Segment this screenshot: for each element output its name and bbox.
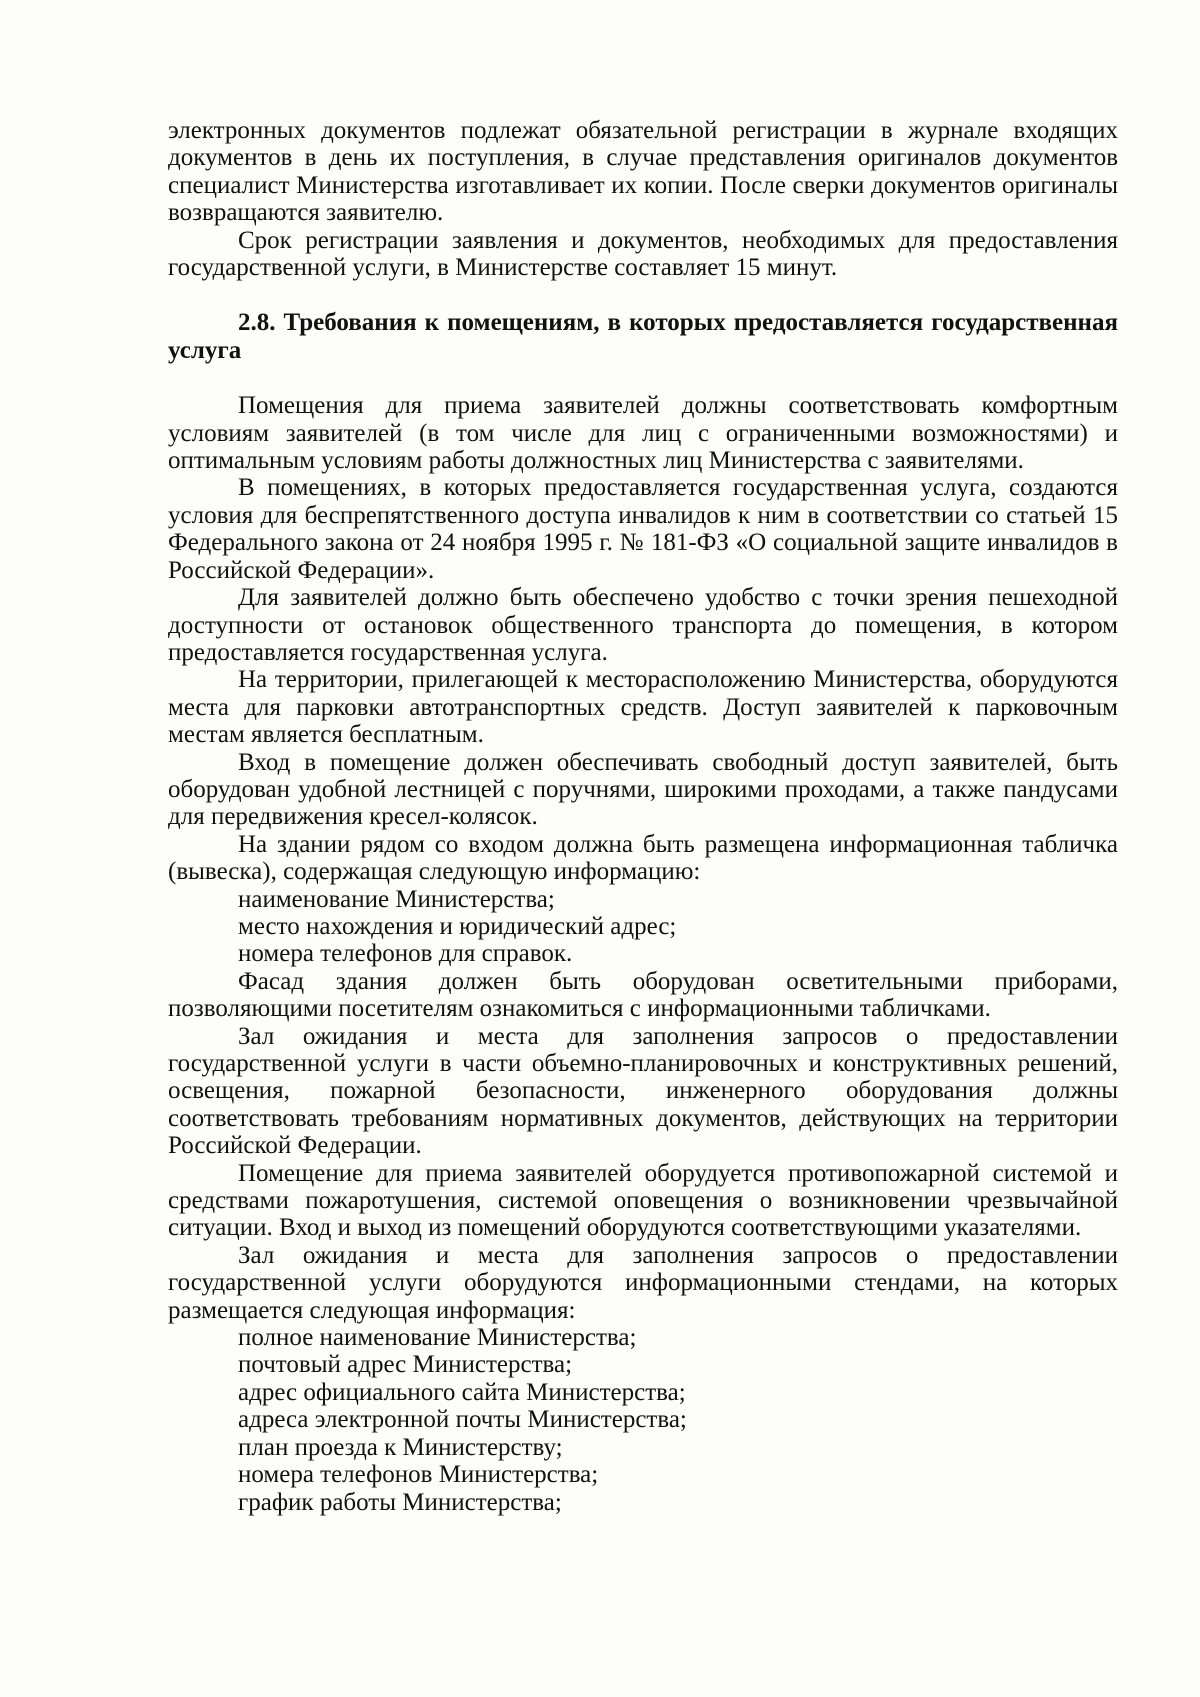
paragraph: Зал ожидания и места для заполнения запросов о предоставлении государственной услуги в части объемно-планировочных и конструктивных решений, освещения, пожарной безопасности, инженерного оборудования должны соответствовать требованиям нормативных документов, действующих на территории Российской Федерации. xyxy=(168,1022,1118,1160)
list-item: почтовый адрес Министерства; xyxy=(238,1351,573,1379)
paragraph: Для заявителей должно быть обеспечено удобство с точки зрения пешеходной доступности от остановок общественного транспорта до помещения, в котором предоставляется государственная услуга. xyxy=(168,584,1118,666)
paragraph: Вход в помещение должен обеспечивать свободный доступ заявителей, быть оборудован удобной лестницей с поручнями, широкими проходами, а также пандусами для передвижения кресел-колясок. xyxy=(168,748,1118,831)
paragraph: Помещение для приема заявителей оборудуется противопожарной системой и средствами пожаротушения, системой оповещения о возникновении чрезвычайной ситуации. Вход и выход из помещений оборудуются соответствующими указателями. xyxy=(168,1159,1118,1242)
list-item: адреса электронной почты Министерства; xyxy=(238,1406,687,1434)
list-item: полное наименование Министерства; xyxy=(238,1324,637,1352)
document-body xyxy=(168,117,1118,1516)
section-heading: 2.8. Требования к помещениям, в которых предоставляется государственная услуга xyxy=(168,309,1118,364)
list-item: наименование Министерства; xyxy=(238,885,555,913)
list-item: номера телефонов Министерства; xyxy=(238,1461,599,1489)
paragraph: В помещениях, в которых предоставляется государственная услуга, создаются условия для беспрепятственного доступа инвалидов к ним в соответствии со статьей 15 Федерального закона от 24 ноября 1995 г. № 181-ФЗ «О социальной защите инвалидов в Российской Федерации». xyxy=(168,474,1118,584)
paragraph: На здании рядом со входом должна быть размещена информационная табличка (вывеска), содержащая следующую информацию: xyxy=(168,830,1118,886)
paragraph-intro: электронных документов подлежат обязательной регистрации в журнале входящих документов в день их поступления, в случае представления оригиналов документов специалист Министерства изготавливает их копии. После сверки документов оригиналы возвращаются заявителю. xyxy=(168,117,1118,227)
paragraph: Помещения для приема заявителей должны соответствовать комфортным условиям заявителей (в том числе для лиц с ограниченными возможностями) и оптимальным условиям работы должностных лиц Министерства с заявителями. xyxy=(168,392,1118,475)
list-item: план проезда к Министерству; xyxy=(238,1433,563,1461)
list-item: график работы Министерства; xyxy=(238,1488,562,1516)
paragraph: Фасад здания должен быть оборудован осветительными приборами, позволяющими посетителям ознакомиться с информационными табличками. xyxy=(168,967,1118,1023)
list-item: номера телефонов для справок. xyxy=(238,940,573,968)
list-item: место нахождения и юридический адрес; xyxy=(238,912,677,940)
paragraph: На территории, прилегающей к месторасположению Министерства, оборудуются места для парковки автотранспортных средств. Доступ заявителей к парковочным местам является бесплатным. xyxy=(168,666,1118,749)
paragraph: Зал ожидания и места для заполнения запросов о предоставлении государственной услуги оборудуются информационными стендами, на которых размещается следующая информация: xyxy=(168,1241,1118,1324)
list-item: адрес официального сайта Министерства; xyxy=(238,1378,686,1406)
paragraph-registration-time: Срок регистрации заявления и документов, необходимых для предоставления государственной услуги, в Министерстве составляет 15 минут. xyxy=(168,226,1118,282)
